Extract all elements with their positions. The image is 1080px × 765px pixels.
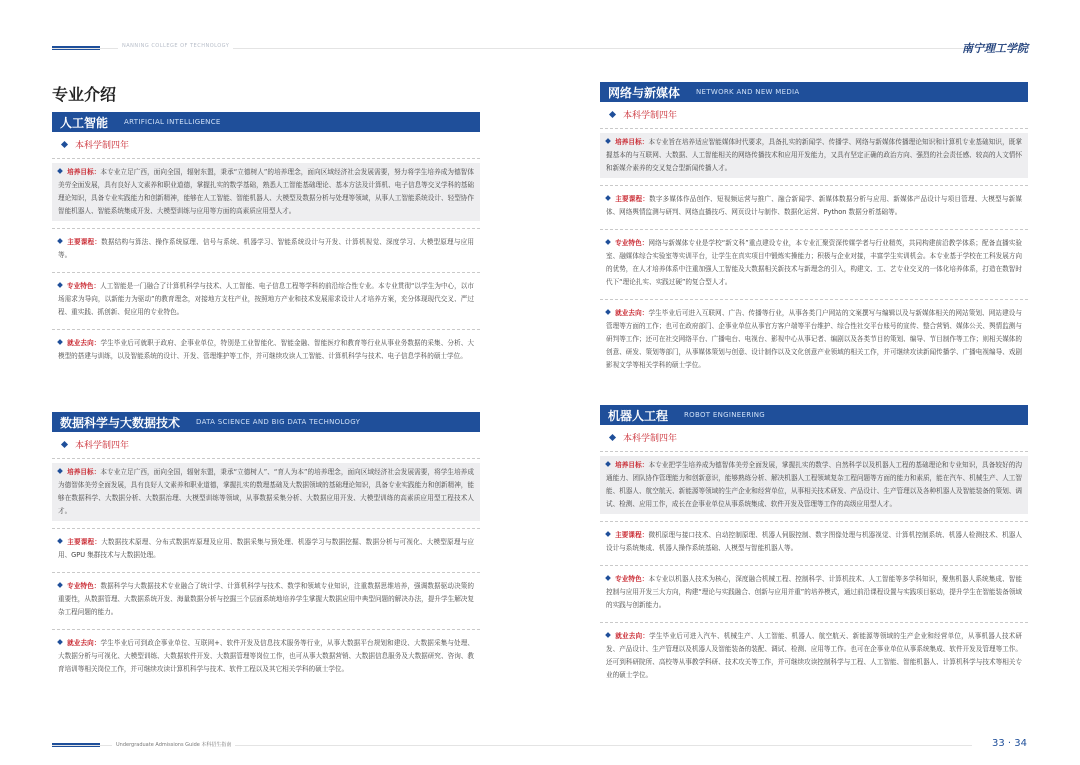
section-data-science [52, 412, 480, 679]
program-length: 本科学制四年 [62, 138, 480, 151]
para-careers: 就业去向：学生毕业后可进入互联网、广告、传播等行业，从事各类门户网站的文案撰写与编辑以及与新媒体相关的网站策划、网站建设与管理等方面的工作；也可在政府部门、企事业单位从事官方客户端等平台维护、综合性社交平台账号的宣传、整合营销、媒体公关、舆情监测与研判等工作；还可在社交网络平台、广播电台、电视台、影视中心从事记者、编剧以及各类节目的策划、编导、节目制作等工作；则相关媒体的创意、研发、策划等部门，从事媒体策划与创意、设计制作以及文化创意产业领域的相关工作，并可继续攻读新闻传播学、广播电视编导、戏剧影视文学等相关学科的硕士学位。 [606, 309, 1023, 369]
divider [600, 299, 1028, 300]
para-training-goal: 培养目标：本专业立足广西，面向全国，辐射东盟，秉承“立德树人”、“育人为本”的培养理念，面向区域经济社会发展需要，将学生培养成为德智体美劳全面发展，具有良好人文素养和职业道德，掌握扎实的数理基础及大数据领域的基础理论知识，具备专业实践能力和创新精神，能够在数据科学、大数据分析、大数据治理、大模型训练等领域，从事数据采集分析、大数据应用开发、大模型训练的高素质应用型工程技术人才。 [52, 463, 480, 521]
section-title-cn: 人工智能 [60, 115, 109, 130]
diamond-icon [57, 639, 63, 645]
diamond-icon [57, 538, 63, 544]
divider [52, 272, 480, 273]
section-header [600, 405, 1028, 425]
para-careers: 就业去向：学生毕业后可就职于政府、企事业单位，特别是工业智能化、智能金融、智能医疗和教育等行业从事业务数据的采集、分析、大模型的搭建与训练，以及智能系统的设计、开发、管理维护等工作，并可继续攻读人工智能、计算机科学与技术、电子信息学科的硕士学位。 [58, 339, 475, 360]
diamond-icon [605, 239, 611, 245]
diamond-icon [605, 138, 611, 144]
para-main-courses: 主要课程：数据结构与算法、操作系统原理、信号与系统、机器学习、智能系统设计与开发、计算机视觉、深度学习、大模型原理与应用等。 [58, 238, 475, 259]
section-header [52, 112, 480, 132]
divider [52, 158, 480, 159]
diamond-icon [57, 282, 63, 288]
program-length: 本科学制四年 [62, 438, 480, 451]
section-artificial-intelligence [52, 112, 480, 366]
college-english-name: NANNING COLLEGE OF TECHNOLOGY [118, 43, 233, 49]
divider [600, 565, 1028, 566]
diamond-icon [605, 195, 611, 201]
para-features: 专业特色：网络与新媒体专业是学校“新文科”重点建设专业，本专业汇聚资深传媒学者与行业精英，共同构建前沿教学体系；配备直播实验室、融媒体综合实验室等实训平台，让学生在真实项目中锻炼实操能力；积极与企业对接，丰富学生实训机会。本专业基于学校在工科发展方向的优势，在人才培养体系中注重加强人工智能及大数据相关新技术与新理念的引入，构建文、工、艺专业交叉的一体化培养体系，打造在数智时代下“理论扎实、实践过硬”的复合型人才。 [606, 239, 1023, 286]
para-main-courses: 主要课程：数字多媒体作品创作、短视频运营与推广、融合新闻学、新媒体数据分析与应用、新媒体产品设计与项目管理、大模型与新媒体、网络舆情监测与研判、网络直播技巧、网页设计与制作、数据化运营、Python 数据分析基础等。 [606, 195, 1023, 216]
diamond-icon [609, 111, 616, 118]
section-title-cn: 网络与新媒体 [608, 85, 681, 100]
section-header [600, 82, 1028, 102]
footer-guide-label: Undergraduate Admissions Guide 本科招生指南 [112, 741, 235, 748]
divider [52, 629, 480, 630]
divider [600, 521, 1028, 522]
divider [600, 229, 1028, 230]
college-logo: 南宁理工学院 [962, 42, 1028, 55]
divider [52, 572, 480, 573]
program-length: 本科学制四年 [610, 431, 1028, 444]
diamond-icon [609, 434, 616, 441]
diamond-icon [57, 468, 63, 474]
divider [600, 128, 1028, 129]
diamond-icon [605, 531, 611, 537]
diamond-icon [57, 168, 63, 174]
section-title-en: ARTIFICIAL INTELLIGENCE [124, 118, 221, 126]
page-title: 专业介绍 [52, 85, 117, 104]
divider [52, 329, 480, 330]
diamond-icon [57, 339, 63, 345]
para-features: 专业特色：数据科学与大数据技术专业融合了统计学、计算机科学与技术、数学和领域专业知识，注重数据思维培养，强调数据驱动决策的重要性，从数据管理、大数据系统开发、海量数据分析与挖掘三个层面系统地培养学生掌握大数据应用中典型问题的解决办法，提升学生解决复杂工程问题的能力。 [58, 582, 475, 616]
section-title-cn: 机器人工程 [608, 408, 669, 423]
page-numbers: 33 · 34 [992, 738, 1027, 749]
section-title-en: NETWORK AND NEW MEDIA [696, 88, 800, 96]
diamond-icon [61, 441, 68, 448]
divider [52, 528, 480, 529]
diamond-icon [57, 582, 63, 588]
section-title-en: ROBOT ENGINEERING [684, 411, 765, 419]
para-training-goal: 培养目标：本专业把学生培养成为德智体美劳全面发展，掌握扎实的数学、自然科学以及机器人工程的基础理论和专业知识，具备较好的沟通能力、团队协作管理能力和创新意识，能够熟练分析、解决机器人工程领域复杂工程问题等方面的能力和素质，能在汽车、机械生产、人工智能、机器人、航空航天、新能源等领域的生产企业和经营单位，从事相关技术研发、产品设计、生产管理以及各种机器人及智能装备的策划、调试、检测、应用工作，成长在企事业单位从事系统集成、软件开发及管理等工作的高级应用型人才。 [600, 456, 1028, 514]
para-features: 专业特色：人工智能是一门融合了计算机科学与技术、人工智能、电子信息工程等学科的前沿综合性专业。本专业贯彻“以学生为中心，以市场需求为导向，以新能力为驱动”的教育理念，对接地方支柱产业，按照地方产业和技术发展需求设计人才培养方案，充分体现现代交叉、严过程、重实践、抓创新、促应用的专业特色。 [58, 282, 475, 316]
section-header [52, 412, 480, 432]
diamond-icon [61, 141, 68, 148]
divider [52, 458, 480, 459]
diamond-icon [605, 632, 611, 638]
diamond-icon [605, 309, 611, 315]
divider [600, 622, 1028, 623]
para-main-courses: 主要课程：微机原理与接口技术、自动控制原理、机器人伺服控制、数字图像处理与机器视觉、计算机控制系统、机器人检测技术、机器人设计与系统集成、机器人操作系统基础、人模型与智能机器人等。 [606, 531, 1023, 552]
section-network-new-media [600, 82, 1028, 375]
section-title-cn: 数据科学与大数据技术 [60, 415, 181, 430]
diamond-icon [605, 575, 611, 581]
divider [600, 451, 1028, 452]
para-training-goal: 培养目标：本专业立足广西，面向全国，辐射东盟，秉承“立德树人”的培养理念，面向区域经济社会发展需要，努力将学生培养成为德智体美劳全面发展，具有良好人文素养和职业道德，掌握扎实的数学基础，熟悉人工智能基础理论、基本方法及计算机、电子信息等交叉学科的基础理论知识，具备专业实践能力和创新精神，能够在人工智能、智能机器人、大模型及数据分析与处理等领域，从事人工智能系统设计、轻型协作智能机器人、智能系统集成开发、大模型训练与应用等方面的高素质应用型人才。 [52, 163, 480, 221]
para-careers: 就业去向：学生毕业后可进入汽车、机械生产、人工智能、机器人、航空航天、新能源等领域的生产企业和经营单位，从事机器人技术研发、产品设计、生产管理以及机器人及智能装备的装配、调试、检测、应用等工作。也可在企事业单位从事系统集成、软件开发及管理等工作。还可到科研院所、高校等从事教学科研、技术攻关等工作，并可继续攻读控制科学与工程、人工智能、智能机器人、计算机科学与技术等相关专业的硕士学位。 [606, 632, 1023, 679]
section-title-en: DATA SCIENCE AND BIG DATA TECHNOLOGY [196, 418, 361, 426]
divider [600, 185, 1028, 186]
divider [52, 228, 480, 229]
para-careers: 就业去向：学生毕业后可到政企事业单位、互联网+、软件开发及信息技术服务等行业，从事大数据平台规划和建设、大数据采集与处理、大数据分析与可视化、大模型训练、大数据软件开发、大数据管理等岗位工作，也可从事大数据营销、大数据信息服务及大数据研究、咨询、教育培训等相关岗位工作，并可继续攻读计算机科学与技术、软件工程以及其它相关学科的硕士学位。 [58, 639, 474, 673]
diamond-icon [605, 461, 611, 467]
para-main-courses: 主要课程：大数据技术原理、分布式数据库原理及应用、数据采集与预处理、机器学习与数据挖掘、数据分析与可视化、大模型原理与应用、GPU 集群技术与大数据处理。 [58, 538, 475, 559]
section-robot-engineering [600, 405, 1028, 685]
para-training-goal: 培养目标：本专业旨在培养适应智能媒体时代要求，具备扎实的新闻学、传播学、网络与新媒体传播理论知识和计算机专业基础知识，既掌握基本的与互联网、大数据、人工智能相关的网络传播技术和应用开发能力，又具有坚定正确的政治方向、强烈的社会责任感、较高的人文情怀和新媒介素养的交叉复合型新闻传播人才。 [600, 133, 1028, 178]
diamond-icon [57, 238, 63, 244]
para-features: 专业特色：本专业以机器人技术为核心，深度融合机械工程、控制科学、计算机技术、人工智能等多学科知识，聚焦机器人系统集成、智能控制与应用开发三大方向，构建“理论与实践融合、创新与应用并重”的培养模式，通过前沿课程设置与实践项目驱动，提升学生在智能装备领域的实践与创新能力。 [606, 575, 1023, 609]
program-length: 本科学制四年 [610, 108, 1028, 121]
